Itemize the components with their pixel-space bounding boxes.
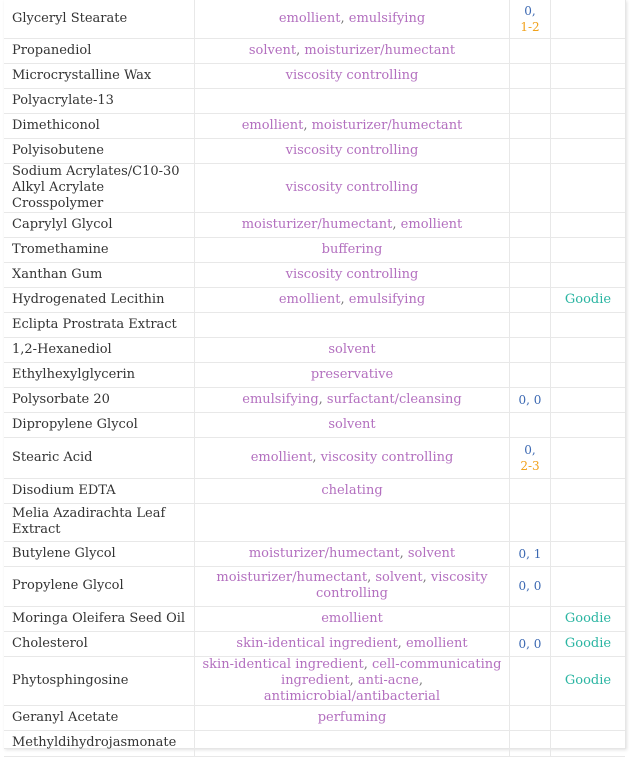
goodie-badge: Goodie (551, 287, 626, 312)
ingredient-row (4, 63, 625, 88)
ingredient-name[interactable]: Polyisobutene (4, 138, 195, 163)
goodie-badge (551, 337, 626, 362)
function-link[interactable]: viscosity controlling (285, 67, 419, 83)
ingredient-functions (195, 138, 510, 163)
function-link[interactable]: moisturizer/humectant (241, 216, 393, 232)
function-link[interactable]: emollient (250, 449, 313, 465)
ingredient-row (4, 656, 625, 705)
function-link[interactable]: chelating (321, 482, 383, 498)
irritancy-comedogenicity (510, 566, 551, 606)
irritancy-value: 0, (524, 3, 536, 18)
irritancy-comedogenicity (510, 312, 551, 337)
ingredient-name[interactable]: Stearic Acid (4, 437, 195, 478)
irritancy-comedogenicity (510, 705, 551, 730)
irritancy-value: 0, (524, 442, 536, 457)
function-link[interactable]: skin-identical ingredient (236, 635, 398, 651)
function-link[interactable]: viscosity controlling (285, 142, 419, 158)
ingredient-table (4, 0, 625, 757)
goodie-badge (551, 362, 626, 387)
ingredient-row (4, 312, 625, 337)
goodie-badge (551, 705, 626, 730)
ingredient-name[interactable]: Butylene Glycol (4, 541, 195, 566)
function-link[interactable]: solvent (375, 570, 423, 585)
goodie-badge (551, 113, 626, 138)
function-link[interactable]: emollient (400, 216, 463, 232)
function-link[interactable]: viscosity controlling (285, 266, 419, 282)
irritancy-comedogenicity (510, 163, 551, 212)
function-link[interactable]: buffering (321, 241, 383, 257)
goodie-badge (551, 0, 626, 38)
ingredient-row (4, 337, 625, 362)
function-link[interactable]: surfactant/cleansing (326, 391, 462, 407)
goodie-badge (551, 63, 626, 88)
ingredient-name[interactable]: Propylene Glycol (4, 566, 195, 606)
ingredient-functions (195, 88, 510, 113)
ingredient-row (4, 138, 625, 163)
comedogenicity-value: 1-2 (520, 19, 540, 34)
goodie-badge (551, 212, 626, 237)
irritancy-comedogenicity (510, 138, 551, 163)
goodie-badge (551, 38, 626, 63)
ingredient-functions (195, 237, 510, 262)
function-link[interactable]: emollient (241, 117, 304, 133)
irritancy-comedogenicity (510, 113, 551, 138)
irritancy-comedogenicity (510, 287, 551, 312)
ingredient-table-frame (4, 0, 626, 749)
function-link[interactable]: solvent (248, 42, 297, 58)
function-link[interactable]: emollient (321, 610, 383, 626)
goodie-badge (551, 437, 626, 478)
ingredient-name[interactable]: Caprylyl Glycol (4, 212, 195, 237)
function-link[interactable]: viscosity controlling (285, 179, 419, 195)
ingredient-functions: solvent, moisturizer/humectant (195, 38, 510, 63)
ingredient-name[interactable]: Phytosphingosine (4, 656, 195, 705)
goodie-badge (551, 730, 626, 756)
goodie-badge (551, 387, 626, 412)
irritancy-comedogenicity (510, 631, 551, 656)
function-link[interactable]: moisturizer/humectant (216, 570, 368, 585)
comedogenicity-value: 2-3 (520, 458, 540, 473)
ingredient-row (4, 730, 625, 756)
irritancy-comedogenicity (510, 387, 551, 412)
ingredient-name[interactable]: Geranyl Acetate (4, 705, 195, 730)
ingredient-functions (195, 730, 510, 756)
function-link[interactable]: solvent (328, 341, 376, 357)
irritancy-value: 0, 0 (518, 579, 542, 593)
ingredient-name[interactable]: Cholesterol (4, 631, 195, 656)
ingredient-functions (195, 606, 510, 631)
ingredient-row (4, 163, 625, 212)
ingredient-functions (195, 262, 510, 287)
goodie-badge (551, 312, 626, 337)
ingredient-name[interactable]: 1,2-Hexanediol (4, 337, 195, 362)
function-link[interactable]: emollient (278, 10, 341, 26)
ingredient-row (4, 113, 625, 138)
ingredient-functions (195, 312, 510, 337)
ingredient-name[interactable]: Sodium Acrylates/C10-30 Alkyl Acrylate Crosspolymer (4, 163, 195, 212)
ingredient-name[interactable]: Glyceryl Stearate (4, 0, 195, 38)
irritancy-comedogenicity (510, 88, 551, 113)
ingredient-functions: emollient, emulsifying (195, 287, 510, 312)
ingredient-name[interactable]: Moringa Oleifera Seed Oil (4, 606, 195, 631)
ingredient-row (4, 606, 625, 631)
function-link[interactable]: solvent (328, 416, 376, 432)
irritancy-comedogenicity (510, 212, 551, 237)
function-link[interactable]: viscosity controlling (320, 449, 454, 465)
ingredient-row (4, 237, 625, 262)
irritancy-comedogenicity (510, 0, 551, 38)
irritancy-comedogenicity (510, 503, 551, 541)
ingredient-row (4, 705, 625, 730)
ingredient-functions (195, 163, 510, 212)
ingredient-row (4, 631, 625, 656)
ingredient-row (4, 262, 625, 287)
function-link[interactable]: solvent (407, 545, 456, 561)
ingredient-row (4, 412, 625, 437)
ingredient-row (4, 387, 625, 412)
goodie-badge (551, 503, 626, 541)
ingredient-functions: emollient, moisturizer/humectant (195, 113, 510, 138)
goodie-badge (551, 412, 626, 437)
function-link[interactable]: skin-identical ingredient (202, 656, 364, 672)
function-link[interactable]: emulsifying (348, 10, 426, 26)
ingredient-functions (195, 503, 510, 541)
goodie-badge (551, 88, 626, 113)
ingredient-name[interactable]: Xanthan Gum (4, 262, 195, 287)
ingredient-name[interactable]: Hydrogenated Lecithin (4, 287, 195, 312)
ingredient-row (4, 212, 625, 237)
function-link[interactable]: emulsifying (242, 391, 319, 407)
function-link[interactable]: perfuming (317, 709, 387, 725)
goodie-badge: Goodie (551, 606, 626, 631)
goodie-badge (551, 541, 626, 566)
ingredient-row (4, 38, 625, 63)
goodie-badge: Goodie (551, 656, 626, 705)
ingredient-name[interactable]: Dimethiconol (4, 113, 195, 138)
goodie-badge (551, 262, 626, 287)
irritancy-comedogenicity (510, 437, 551, 478)
ingredient-row (4, 88, 625, 113)
ingredient-name[interactable]: Dipropylene Glycol (4, 412, 195, 437)
ingredient-name[interactable]: Microcrystalline Wax (4, 63, 195, 88)
ingredient-functions: moisturizer/humectant, solvent (195, 541, 510, 566)
ingredient-functions: skin-identical ingredient, emollient (195, 631, 510, 656)
function-link[interactable]: preservative (310, 366, 394, 382)
function-link[interactable]: emulsifying (348, 291, 426, 307)
ingredient-name[interactable]: Eclipta Prostrata Extract (4, 312, 195, 337)
goodie-badge (551, 478, 626, 503)
ingredient-row (4, 503, 625, 541)
function-link[interactable]: cell-communicating ingredient (281, 656, 502, 688)
irritancy-value: 0, 1 (518, 546, 542, 561)
goodie-badge: Goodie (551, 631, 626, 656)
irritancy-comedogenicity (510, 656, 551, 705)
function-link[interactable]: moisturizer/humectant (311, 117, 463, 133)
irritancy-comedogenicity (510, 412, 551, 437)
ingredient-functions (195, 705, 510, 730)
ingredient-row (4, 566, 625, 606)
ingredient-row (4, 362, 625, 387)
ingredient-row (4, 541, 625, 566)
irritancy-comedogenicity (510, 730, 551, 756)
irritancy-comedogenicity (510, 262, 551, 287)
irritancy-value: 0, 0 (518, 392, 542, 407)
ingredient-functions (195, 362, 510, 387)
ingredient-functions: emollient, viscosity controlling (195, 437, 510, 478)
irritancy-comedogenicity (510, 237, 551, 262)
irritancy-comedogenicity (510, 541, 551, 566)
function-link[interactable]: anti-acne (357, 672, 419, 688)
ingredient-name[interactable]: Methyldihydrojasmonate (4, 730, 195, 756)
ingredient-name[interactable]: Melia Azadirachta Leaf Extract (4, 503, 195, 541)
ingredient-name[interactable]: Disodium EDTA (4, 478, 195, 503)
ingredient-functions (195, 412, 510, 437)
function-link[interactable]: emollient (278, 291, 341, 307)
ingredient-functions (195, 478, 510, 503)
function-link[interactable]: viscosity controlling (316, 570, 488, 601)
ingredient-row (4, 287, 625, 312)
ingredient-row (4, 0, 625, 38)
goodie-badge (551, 163, 626, 212)
goodie-badge (551, 138, 626, 163)
irritancy-comedogenicity (510, 478, 551, 503)
irritancy-comedogenicity (510, 362, 551, 387)
irritancy-value: 0, 0 (518, 636, 542, 651)
ingredient-row (4, 437, 625, 478)
ingredient-functions (195, 63, 510, 88)
ingredient-name[interactable]: Propanediol (4, 38, 195, 63)
ingredient-row (4, 478, 625, 503)
function-link[interactable]: moisturizer/humectant (248, 545, 400, 561)
ingredient-functions: skin-identical ingredient, cell-communicating ingredient, anti-acne, antimicrobial/antibacterial (195, 656, 510, 705)
function-link[interactable]: antimicrobial/antibacterial (263, 688, 441, 704)
ingredient-functions: emollient, emulsifying (195, 0, 510, 38)
ingredient-functions: moisturizer/humectant, emollient (195, 212, 510, 237)
irritancy-comedogenicity (510, 63, 551, 88)
ingredient-name[interactable]: Ethylhexylglycerin (4, 362, 195, 387)
function-link[interactable]: moisturizer/humectant (304, 42, 456, 58)
ingredient-functions (195, 337, 510, 362)
irritancy-comedogenicity (510, 606, 551, 631)
function-link[interactable]: emollient (405, 635, 468, 651)
irritancy-comedogenicity (510, 38, 551, 63)
ingredient-functions: moisturizer/humectant, solvent, viscosity controlling (195, 566, 510, 606)
ingredient-name[interactable]: Tromethamine (4, 237, 195, 262)
goodie-badge (551, 237, 626, 262)
ingredient-functions: emulsifying, surfactant/cleansing (195, 387, 510, 412)
ingredient-name[interactable]: Polysorbate 20 (4, 387, 195, 412)
irritancy-comedogenicity (510, 337, 551, 362)
goodie-badge (551, 566, 626, 606)
ingredient-name[interactable]: Polyacrylate-13 (4, 88, 195, 113)
